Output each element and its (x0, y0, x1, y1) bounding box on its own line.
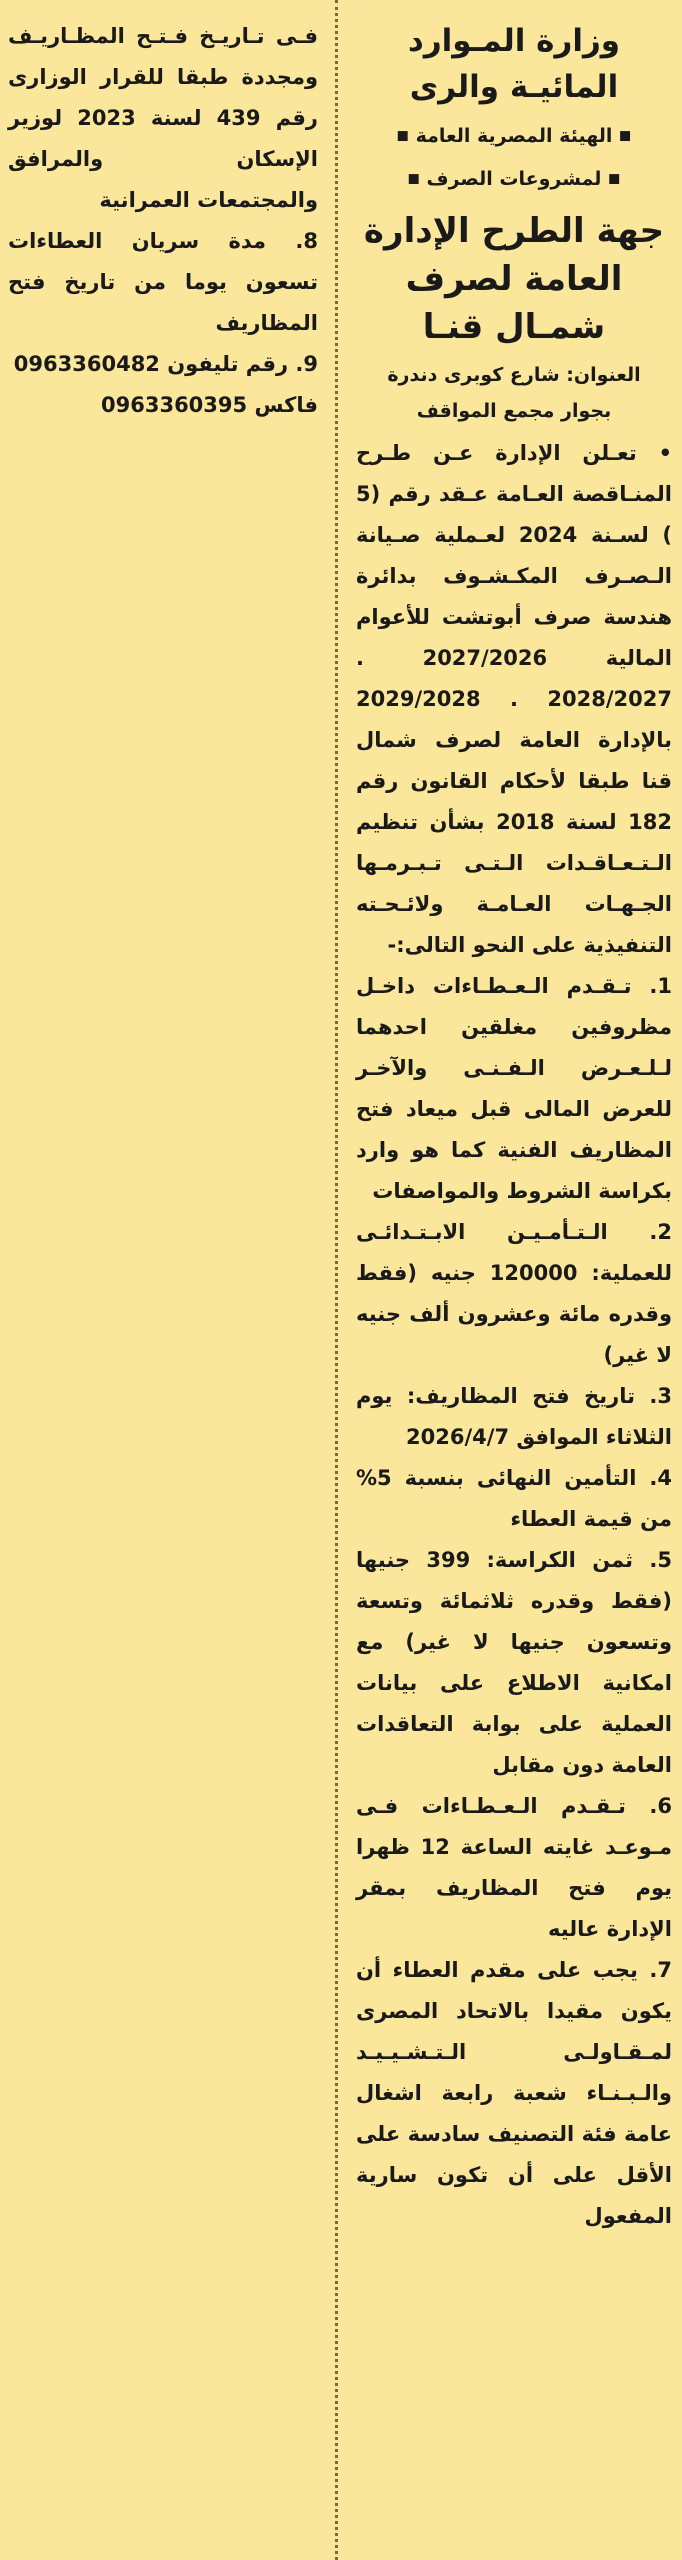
authority-name-text1: الهيئة المصرية العامة (415, 125, 613, 147)
address (356, 357, 672, 429)
list-item-6: 6. تـقـدم الـعـطـاءات فـى مـوعـد غايته الساعة 12 ظهرا يوم فتح المظاريف بمقر الإدارة عاليه (356, 1794, 673, 1941)
intro-paragraph: • تعـلن الإدارة عـن طـرح المنـاقصة العـامة عـقد رقم (5 ) لسـنة 2024 لعـملية صـيانة الـصـرف المكـشـوف بدائرة هندسة صرف أبوتشت للأعوام المالية 2027/2026 . 2028/2027 . 2029/2028 بالإدارة العامة لصرف شمال قنا طبقا لأحكام القانون رقم 182 لسنة 2018 بشأن تنظيم الـتـعـاقـدات الـتـى تـبـرمـها الجـهـات العـامـة ولائـحـته التنفيذية على النحو التالى:- (356, 441, 672, 957)
list-item-8: 8. مدة سريان العطاءات تسعون يوما من تاريخ فتح المظاريف (8, 229, 318, 335)
ministry-title-line1: وزارة المـوارد (407, 23, 621, 59)
list-item-1: 1. تـقـدم الـعـطـاءات داخـل مظروفين مغلقين احدهما لـلـعـرض الـفـنـى والآخـر للعرض المالى قبل ميعاد فتح المظاريف الفنية كما هو وارد بكراسة الشروط والمواصفات (356, 974, 672, 1203)
issuer-line2: العامة لصرف (405, 259, 623, 299)
ministry-title (356, 18, 672, 110)
fax-number: فاكس 0963360395 (101, 393, 318, 417)
list-item-7: 7. يجب على مقدم العطاء أن يكون مقيدا بالاتحاد المصرى لمـقـاولـى الـتـشـيـيـد والـبـنـاء شعبة رابعة اشغال عامة فئة التصنيف سادسة على الأقل على أن تكون سارية المفعول (356, 1958, 672, 2228)
list-item-3: 3. تاريخ فتح المظاريف: يوم الثلاثاء الموافق 2026/4/7 (356, 1384, 672, 1449)
phone-number: 9. رقم تليفون 0963360482 (13, 352, 318, 376)
list-item-5: 5. ثمن الكراسة: 399 جنيها (فقط وقدره ثلاثمائة وتسعة وتسعون جنيها لا غير) مع امكانية الاطلاع على بيانات العملية على بوابة التعاقدات العامة دون مقابل (356, 1548, 672, 1777)
list-item-4: 4. التأمين النهائى بنسبة 5% من قيمة العطاء (356, 1466, 672, 1531)
right-column (342, 0, 682, 2560)
list-item-7-continuation: فـى تـاريـخ فـتـح المظـاريـف ومجددة طبقا للقرار الوزارى رقم 439 لسنة 2023 لوزير الإسكان والمرافق والمجتمعات العمرانية (8, 24, 319, 212)
issuing-authority-title (356, 207, 672, 351)
issuer-line1: جهة الطرح الإدارة (363, 211, 665, 251)
authority-name-line2 (356, 159, 672, 200)
authority-name-text2: لمشروعات الصرف (426, 167, 602, 190)
issuer-line3: شمـال قنـا (422, 307, 606, 347)
square-bullet-icon: ■ (619, 128, 632, 144)
left-column (0, 0, 330, 426)
address-line1: العنوان: شارع كوبرى دندرة (387, 364, 641, 386)
authority-name-line1 (356, 116, 672, 157)
square-bullet-icon: ■ (608, 171, 621, 186)
address-line2: بجوار مجمع المواقف (416, 400, 612, 422)
list-item-2: 2. الـتـأمـيـن الابـتـدائـى للعملية: 120000 جنيه (فقط وقدره مائة وعشرون ألف جنيه لا غير) (356, 1220, 672, 1367)
square-bullet-icon: ■ (396, 128, 409, 144)
list-item-9 (8, 344, 318, 426)
ministry-title-line2: المائيـة والرى (409, 69, 619, 105)
square-bullet-icon: ■ (407, 171, 420, 186)
column-divider (335, 0, 338, 2560)
